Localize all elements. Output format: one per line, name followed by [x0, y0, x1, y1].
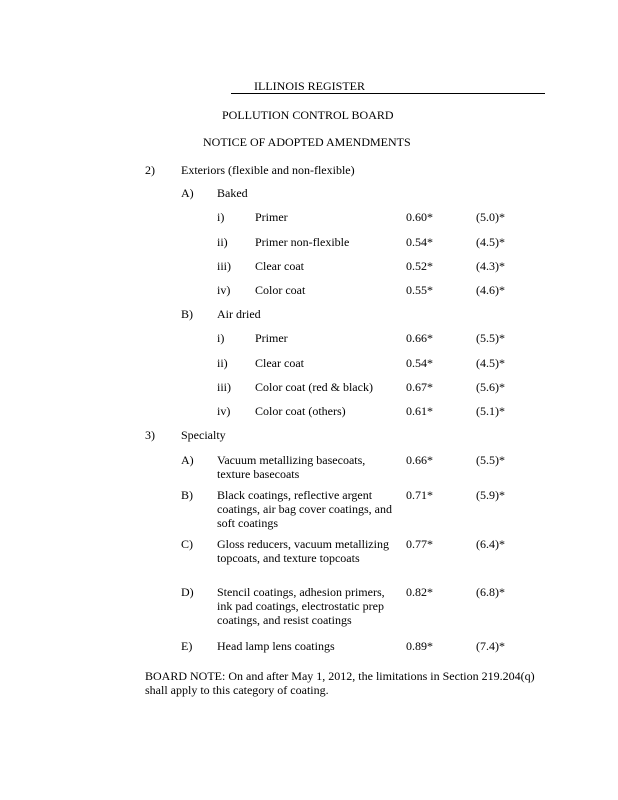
list-item-number: A) — [181, 453, 194, 467]
list-item-number: B) — [181, 488, 193, 502]
list-item-name: Vacuum metallizing basecoats, texture basecoats — [217, 453, 366, 481]
list-item-name: Clear coat — [255, 259, 304, 273]
list-item-name: Color coat (others) — [255, 404, 346, 418]
subsection-a-title: Baked — [217, 186, 248, 200]
list-item-name: Stencil coatings, adhesion primers, ink pad coatings, electrostatic prep coatings, and resist coatings — [217, 585, 385, 627]
list-item-value: 0.54* — [406, 235, 433, 249]
list-item-value-alt: (4.5)* — [476, 235, 505, 249]
section-2-number: 2) — [145, 163, 155, 177]
register-underline — [231, 93, 545, 94]
list-item-value: 0.77* — [406, 537, 433, 551]
list-item-value: 0.60* — [406, 210, 433, 224]
board-note: BOARD NOTE: On and after May 1, 2012, the limitations in Section 219.204(q) shall apply to this category of coating. — [145, 669, 535, 697]
register-title: ILLINOIS REGISTER — [254, 79, 365, 93]
list-item-number: ii) — [217, 356, 228, 370]
list-item-value: 0.71* — [406, 488, 433, 502]
list-item-number: i) — [217, 210, 225, 224]
list-item-value: 0.66* — [406, 453, 433, 467]
list-item-value-alt: (4.3)* — [476, 259, 505, 273]
list-item-value: 0.55* — [406, 283, 433, 297]
list-item-number: C) — [181, 537, 193, 551]
list-item-name: Primer non-flexible — [255, 235, 350, 249]
list-item-value-alt: (4.5)* — [476, 356, 505, 370]
list-item-value: 0.82* — [406, 585, 433, 599]
list-item-value: 0.66* — [406, 331, 433, 345]
list-item-value-alt: (5.0)* — [476, 210, 505, 224]
list-item-value-alt: (5.5)* — [476, 453, 505, 467]
list-item-value-alt: (6.8)* — [476, 585, 505, 599]
list-item-name: Gloss reducers, vacuum metallizing topcoats, and texture topcoats — [217, 537, 389, 565]
list-item-name: Color coat — [255, 283, 306, 297]
subsection-a-label: A) — [181, 186, 194, 200]
list-item-number: D) — [181, 585, 194, 599]
subsection-b-label: B) — [181, 307, 193, 321]
list-item-value: 0.67* — [406, 380, 433, 394]
list-item-name: Color coat (red & black) — [255, 380, 373, 394]
notice-title: NOTICE OF ADOPTED AMENDMENTS — [203, 135, 411, 149]
list-item-name: Head lamp lens coatings — [217, 639, 335, 653]
section-3-title: Specialty — [181, 428, 226, 442]
list-item-value: 0.89* — [406, 639, 433, 653]
list-item-number: iii) — [217, 259, 231, 273]
list-item-value-alt: (4.6)* — [476, 283, 505, 297]
list-item-number: i) — [217, 331, 225, 345]
subsection-b-title: Air dried — [217, 307, 261, 321]
list-item-value-alt: (7.4)* — [476, 639, 505, 653]
list-item-number: ii) — [217, 235, 228, 249]
list-item-value-alt: (5.5)* — [476, 331, 505, 345]
list-item-value-alt: (5.1)* — [476, 404, 505, 418]
list-item-number: E) — [181, 639, 193, 653]
list-item-value-alt: (5.9)* — [476, 488, 505, 502]
list-item-name: Primer — [255, 210, 288, 224]
list-item-number: iv) — [217, 283, 231, 297]
list-item-value: 0.52* — [406, 259, 433, 273]
list-item-number: iii) — [217, 380, 231, 394]
list-item-value: 0.54* — [406, 356, 433, 370]
list-item-value-alt: (6.4)* — [476, 537, 505, 551]
list-item-name: Black coatings, reflective argent coatings, air bag cover coatings, and soft coatings — [217, 488, 392, 530]
agency-title: POLLUTION CONTROL BOARD — [222, 108, 394, 122]
list-item-name: Primer — [255, 331, 288, 345]
section-3-number: 3) — [145, 428, 155, 442]
list-item-value: 0.61* — [406, 404, 433, 418]
list-item-number: iv) — [217, 404, 231, 418]
section-2-title: Exteriors (flexible and non-flexible) — [181, 163, 355, 177]
list-item-name: Clear coat — [255, 356, 304, 370]
list-item-value-alt: (5.6)* — [476, 380, 505, 394]
